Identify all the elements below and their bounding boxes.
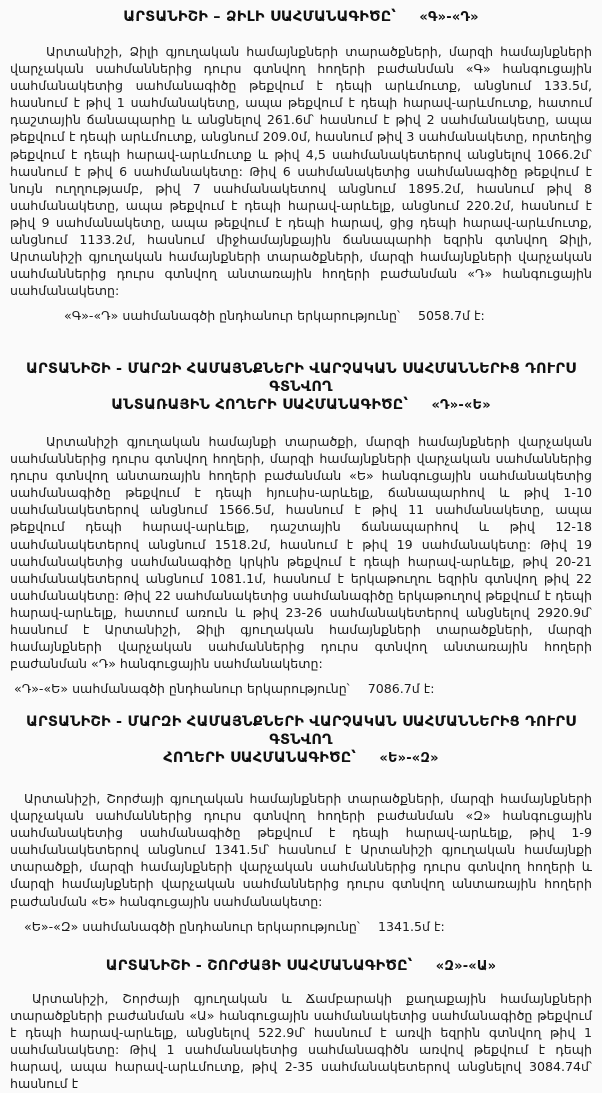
total-label: «Ե»-«Զ» սահմանագծի ընդհանուր երկարությունը՝ (24, 919, 360, 934)
total-value: 7086.7մ է: (367, 681, 435, 696)
section-body-g-d: Արտանիշի, Ձիլի գյուղական համայնքների տարածքների, մարզի համայնքների վարչական սահմաններից դուրս գտնվող հողերի բաժանման «Գ» հանգուցային սահմանակետից սահմանագիծը թեքվում է դեպի արևմուտք, անցնում 133.5մ, հասնում է թիվ 1 սահմանակետը, ապա թեքվում է դեպի հարավ-արևմուտք, հատում դաշտային ճանապարհը և անցնելով 261.6մ՝ հասնում է թիվ 2 սահմանակետը, ապա թեքվում է դեպի արևմուտք, անցնում 209.0մ, հասնում թիվ 3 սահմանակետը, որտեղից թեքվում է դեպի հարավ-արևմուտք և թիվ 4,5 սահմանակետերով անցնելով 1066.2մ՝ հասնում է թիվ 6 սահմանակետը: Թիվ 6 սահմանակետից սահմանագիծը թեքվում է նույն ուղղությամբ, թիվ 7 սահմանակետով անցնում 1895.2մ, հասնում թիվ 8 սահմանակետը, ապա թեքվում է դեպի հարավ-արևելք, անցնում 220.2մ, հասնում է թիվ 9 սահմանակետը, ապա թեքվում է դեպի հարավ, ցից դեպի հարավ-արևմուտք, անցնում 1133.2մ, հասնում միջհամայնքային ճանապարհի եզրին գտնվող Ձիլի, Արտանիշի գյուղական համայնքների տարածքների, մարզի համայնքների վարչական սահմաններից դուրս գտնվող անտառային հողերի բաժանման «Դ» հանգուցային սահմանակետը: (10, 44, 592, 299)
section-code: «Դ»-«Ե» (431, 398, 491, 413)
section-title-z-a (0, 957, 602, 976)
section-code: «Զ»-«Ա» (435, 959, 497, 974)
section-title-text: ԱՐՏԱՆԻՇԻ – ՁԻԼԻ ՍԱՀՄԱՆԱԳԻԾԸ՝ (123, 9, 397, 25)
total-label: «Դ»-«Ե» սահմանագծի ընդհանուր երկարությունը՝ (14, 681, 350, 696)
section-title-d-e (0, 360, 602, 415)
section-title-text: ԱՐՏԱՆԻՇԻ - ՄԱՐԶԻ ՀԱՄԱՅՆՔՆԵՐԻ ՎԱՐՉԱԿԱՆ ՍԱՀՄԱՆՆԵՐԻՑ ԴՈՒՐՍ ԳՏՆՎՈՂ (25, 361, 576, 395)
section-total-g-d (40, 307, 485, 324)
section-total-d-e (14, 680, 434, 697)
section-title-text-line2: ՀՈՂԵՐԻ ՍԱՀՄԱՆԱԳԻԾԸ՝ (163, 750, 357, 766)
section-code: «Գ»-«Դ» (419, 10, 479, 25)
total-label: «Գ»-«Դ» սահմանագծի ընդհանուր երկարությունը՝ (64, 308, 400, 323)
section-code: «Ե»-«Զ» (379, 751, 439, 766)
total-value: 5058.7մ է: (417, 308, 485, 323)
section-title-text: ԱՐՏԱՆԻՇԻ - ՇՈՐԺԱՅԻ ՍԱՀՄԱՆԱԳԻԾԸ՝ (105, 958, 413, 974)
section-title-g-d (0, 8, 602, 27)
total-value: 1341.5մ է: (377, 919, 445, 934)
section-title-text: ԱՐՏԱՆԻՇԻ - ՄԱՐԶԻ ՀԱՄԱՅՆՔՆԵՐԻ ՎԱՐՉԱԿԱՆ ՍԱՀՄԱՆՆԵՐԻՑ ԴՈՒՐՍ ԳՏՆՎՈՂ (25, 714, 576, 748)
section-title-e-z (0, 713, 602, 768)
section-title-text-line2: ԱՆՏԱՌԱՅԻՆ ՀՈՂԵՐԻ ՍԱՀՄԱՆԱԳԻԾԸ՝ (111, 397, 409, 413)
section-body-d-e: Արտանիշի գյուղական համայնքի տարածքի, մարզի համայնքների վարչական սահմաններից դուրս գտնվող հողերի, մարզի համայնքների վարչական սահմաններից դուրս գտնվող անտառային հողերի բաժանման «Ե» հանգուցային սահմանակետից սահմանագիծը թեքվում է դեպի հյուսիս-արևելք, ճանապարհով և թիվ 1-10 սահմանակետերով անցնում 1566.5մ, հասնում է թիվ 11 սահմանակետը, ապա թեքվում դեպի հարավ-արևելք, դաշտային ճանապարհով և թիվ 12-18 սահմանակետերով անցնում 1518.2մ, հասնում է թիվ 19 սահմանակետը: Թիվ 19 սահմանակետից սահմանագիծը կրկին թեքվում է դեպի հարավ-արևելք, թիվ 20-21 սահմանակետերով անցնում 1081.1մ, հասնում է երկաթուղու եզրին գտնվող թիվ 22 սահմանակետը: Թիվ 22 սահմանակետից սահմանագիծը երկաթուղով թեքվում է դեպի հարավ-արևելք, հատում առուն և թիվ 23-26 սահմանակետերով անցնելով 2920.9մ՝ հասնում է Արտանիշի, Ձիլի գյուղական համայնքների տարածքների, մարզի համայնքների վարչական սահմաններից դուրս գտնվող անտառային հողերի բաժանման «Դ» հանգուցային սահմանակետը: (10, 434, 592, 672)
section-body-e-z: Արտանիշի, Շորժայի գյուղական համայնքների տարածքների, մարզի համայնքների վարչական սահմաններից դուրս գտնվող հողերի բաժանման «Զ» հանգուցային սահմանակետից սահմանագիծը թեքվում է դեպի հարավ-արևելք, թիվ 1-9 սահմանակետերով անցնում 1341.5մ՝ հասնում է Արտանիշի գյուղական համայնքի տարածքի, մարզի համայնքների վարչական սահմաններից դուրս գտնվող հողերի և մարզի համայնքների վարչական սահմաններից դուրս գտնվող անտառային հողերի բաժանման «Ե» հանգուցային սահմանակետը: (10, 791, 592, 909)
section-total-e-z (24, 918, 445, 935)
section-body-z-a: Արտանիշի, Շորժայի գյուղական և Ճամբարակի քաղաքային համայնքների տարածքների բաժանման «Ա» հանգուցային սահմանակետից սահմանագիծը թեքվում է դեպի հարավ-արևելք, անցնելով 522.9մ՝ հասնում է առվի եզրին գտնվող թիվ 1 սահմանակետը: Թիվ 1 սահմանակետից սահմանագիծն առվով թեքվում է դեպի հարավ, ապա հարավ-արևմուտք, թիվ 2-35 սահմանակետերով անցնելով 3084.74մ՝ հասնում է (10, 991, 592, 1092)
